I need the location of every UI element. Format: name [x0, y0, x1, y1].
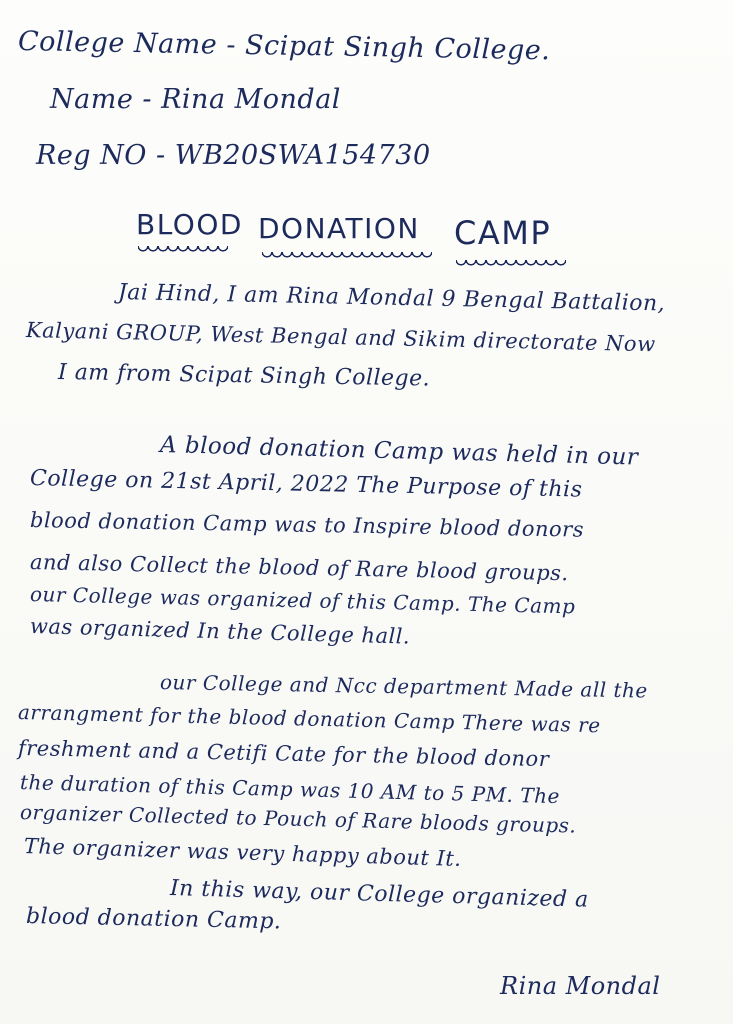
body-line-16: In this way, our College organized a [169, 876, 589, 913]
body-line-8: our College was organized of this Camp. The Camp [29, 582, 576, 619]
body-line-1: Jai Hind, I am Rina Mondal 9 Bengal Battalion, [117, 280, 666, 317]
title-underline-2 [262, 252, 432, 260]
title-underline-3 [456, 260, 566, 268]
title-underline-1 [138, 246, 228, 254]
college-name-line: College Name - Scipat Singh College. [17, 26, 551, 67]
body-line-17: blood donation Camp. [25, 904, 282, 935]
body-line-6: blood donation Camp was to Inspire blood donors [29, 508, 585, 542]
body-line-13: the duration of this Camp was 10 AM to 5 PM. The [19, 770, 561, 809]
body-line-11: arrangment for the blood donation Camp There was re [17, 700, 601, 738]
body-line-7: and also Collect the blood of Rare blood groups. [29, 550, 569, 586]
body-line-12: freshment and a Cetifi Cate for the blood donor [17, 736, 550, 772]
title-word-donation: DONATION [258, 212, 420, 245]
title-word-camp: CAMP [454, 214, 552, 252]
signature: Rina Mondal [500, 972, 661, 1000]
body-line-5: College on 21st April, 2022 The Purpose of this [29, 466, 583, 503]
body-line-3: I am from Scipat Singh College. [57, 360, 431, 392]
body-line-4: A blood donation Camp was held in our [159, 432, 639, 471]
body-line-15: The organizer was very happy about It. [23, 834, 462, 871]
body-line-9: was organized In the College hall. [29, 614, 411, 649]
registration-number-line: Reg NO - WB20SWA154730 [36, 140, 431, 171]
body-line-14: organizer Collected to Pouch of Rare bloods groups. [19, 800, 577, 838]
body-line-10: our College and Ncc department Made all the [159, 670, 648, 703]
body-line-2: Kalyani GROUP, West Bengal and Sikim directorate Now [25, 318, 656, 357]
title-word-blood: BLOOD [136, 208, 243, 241]
student-name-line: Name - Rina Mondal [50, 84, 341, 115]
